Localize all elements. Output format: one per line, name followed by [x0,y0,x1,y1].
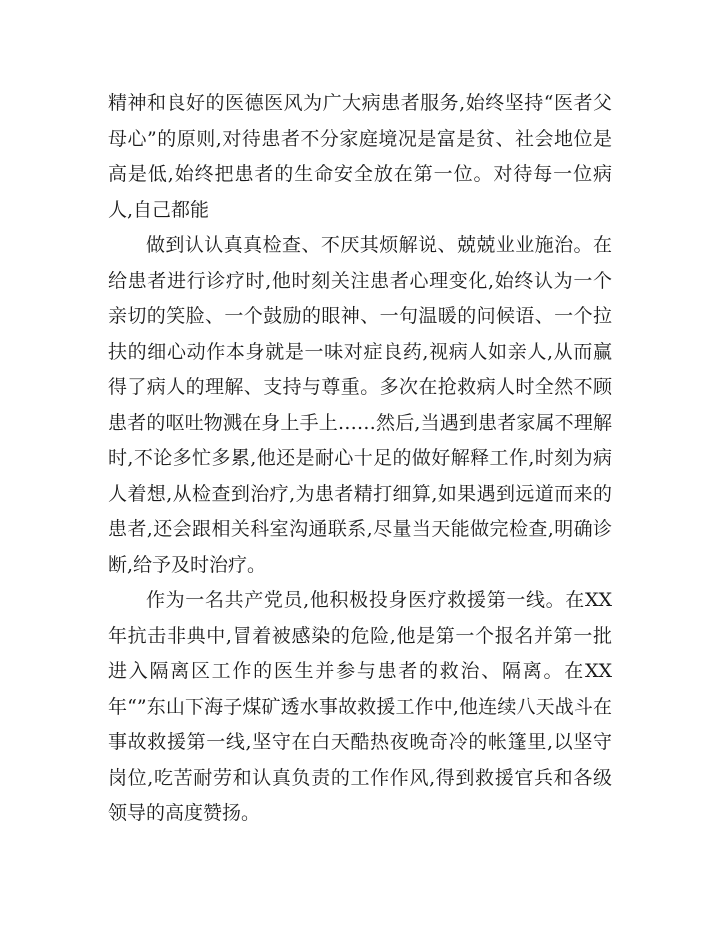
paragraph: 作为一名共产党员,他积极投身医疗救援第一线。在XX年抗击非典中,冒着被感染的危险,他是第一个报名并第一批进入隔离区工作的医生并参与患者的救治、隔离。在XX年“”东山下海子煤矿透水事故救援工作中,他连续八天战斗在事故救援第一线,坚守在白天酷热夜晚奇冷的帐篷里,以坚守岗位,吃苦耐劳和认真负责的工作作风,得到救援官兵和各级领导的高度赞扬。 [108,589,612,824]
paragraph-continued: 精神和良好的医德医风为广大病患者服务,始终坚持“医者父母心”的原则,对待患者不分家庭境况是富是贫、社会地位是高是低,始终把患者的生命安全放在第一位。对待每一位病人,自己都能 [108,92,612,221]
document-body [108,86,612,832]
paragraph: 做到认认真真检查、不厌其烦解说、兢兢业业施治。在给患者进行诊疗时,他时刻关注患者心理变化,始终认为一个亲切的笑脸、一个鼓励的眼神、一句温暖的问候语、一个拉扶的细心动作本身就是一味对症良药,视病人如亲人,从而赢得了病人的理解、支持与尊重。多次在抢救病人时全然不顾患者的呕吐物溅在身上手上……然后,当遇到患者家属不理解时,不论多忙多累,他还是耐心十足的做好解释工作,时刻为病人着想,从检查到治疗,为患者精打细算,如果遇到远道而来的患者,还会跟相关科室沟通联系,尽量当天能做完检查,明确诊断,给予及时治疗。 [108,234,612,576]
